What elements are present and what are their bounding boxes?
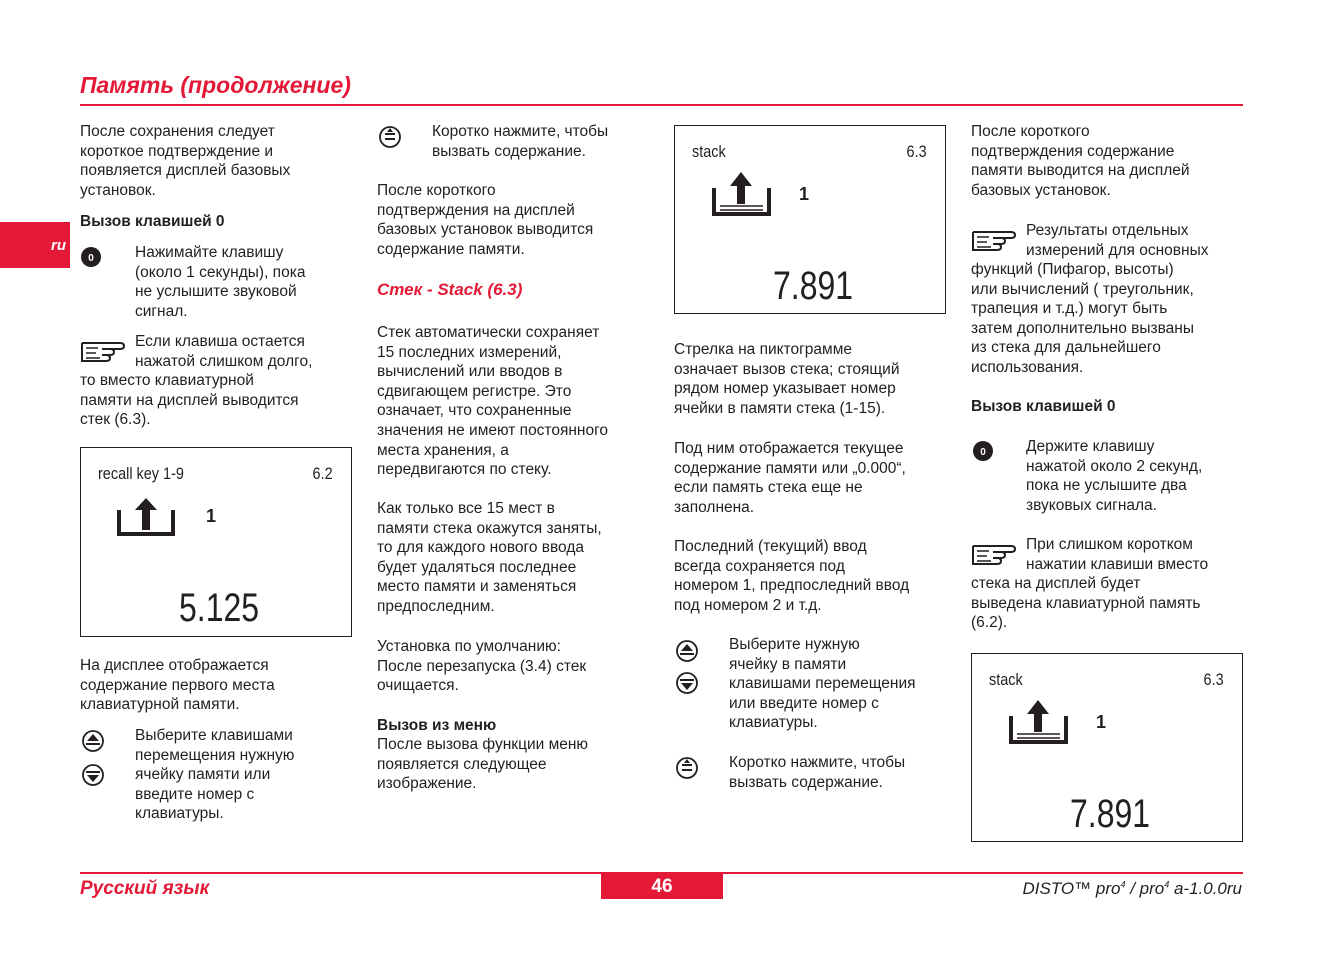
text-line: перемещения нужную: [135, 746, 295, 764]
recall-upload-icon: [117, 496, 177, 538]
stack-upload-icon: [1008, 698, 1070, 746]
text-line: подтверждения на дисплей: [377, 201, 575, 219]
col3-para2: [674, 439, 954, 517]
text-line: из стека для дальнейшего: [971, 339, 1161, 357]
text-line: Выберите клавишами: [135, 727, 293, 744]
page-number: 46: [601, 874, 723, 899]
text-line: пока не услышите два: [1026, 477, 1187, 495]
col3-para3: [674, 537, 954, 615]
svg-text:0: 0: [88, 253, 94, 264]
arrow-down-key-icon: [82, 764, 104, 786]
text-line: номером 1, предпоследний ввод: [674, 577, 910, 595]
text-line: вычислений или вводов в: [377, 363, 563, 381]
language-tab: ru: [0, 222, 70, 268]
text-line: если память стека еще не: [674, 479, 863, 497]
text-line: Как только все 15 мест в: [377, 500, 555, 517]
col2-step1: [432, 122, 652, 161]
product-name-part: / pro: [1125, 879, 1165, 898]
display-value: 7.891: [1070, 792, 1151, 836]
col1-step2: [135, 726, 350, 824]
section-heading-stack: Стек - Stack (6.3): [377, 280, 523, 299]
display-value: 5.125: [179, 586, 260, 630]
text-line: всегда сохраняется под: [674, 557, 845, 575]
text-line: стека на дисплей будет: [971, 575, 1141, 592]
text-line: 15 последних измерений,: [377, 343, 562, 361]
display-label: recall key 1-9: [98, 464, 184, 483]
text-line: нажатой около 2 секунд,: [1026, 457, 1203, 475]
text-line: означает, что сохраненные: [377, 402, 572, 420]
product-superscript: 4: [1164, 879, 1170, 890]
col2-para3: [377, 499, 655, 617]
text-line: Коротко нажмите, чтобы: [432, 123, 609, 140]
text-line: предпоследним.: [377, 597, 495, 615]
text-line: клавиатуры.: [135, 805, 224, 823]
col1-heading: Вызов клавишей 0: [80, 213, 225, 230]
text-line: нажатии клавиши вместо: [1026, 555, 1209, 573]
col3-step2: [729, 753, 949, 792]
product-superscript: 4: [1120, 879, 1126, 890]
display-recall-key: [80, 447, 352, 637]
text-line: то для каждого нового ввода: [377, 539, 584, 557]
text-line: содержание памяти или „0.000“,: [674, 459, 906, 477]
col4-note1-b: [971, 260, 1243, 378]
text-line: под номером 2 и т.д.: [674, 596, 822, 614]
text-line: нажатой слишком долго,: [135, 352, 313, 370]
col4-heading: Вызов клавишей 0: [971, 398, 1116, 415]
text-line: то вместо клавиатурной: [80, 372, 254, 389]
text-line: При слишком коротком: [1026, 536, 1193, 553]
text-line: означает вызов стека; стоящий: [674, 360, 900, 378]
col4-step1: [1026, 437, 1243, 515]
text-line: функций (Пифагор, высоты): [971, 261, 1174, 278]
display-code: 6.2: [312, 464, 333, 483]
text-line: Коротко нажмите, чтобы: [729, 754, 906, 771]
text-line: установок.: [80, 181, 156, 199]
col2-heading: Вызов из меню: [377, 717, 497, 734]
arrow-up-key-icon: [676, 640, 698, 662]
text-line: или вычислений ( треугольник,: [971, 280, 1194, 298]
text-line: памяти на дисплей выводится: [80, 391, 299, 409]
display-label: stack: [989, 670, 1023, 689]
text-line: содержание памяти.: [377, 240, 525, 258]
display-slot: 1: [1096, 712, 1107, 732]
col4-note1-a: [1026, 221, 1243, 260]
footer-language: Русский язык: [80, 878, 210, 899]
text-line: На дисплее отображается: [80, 657, 269, 674]
stack-upload-icon: [711, 170, 773, 218]
text-line: измерений для основных: [1026, 241, 1209, 259]
text-line: выведена клавиатурной память: [971, 594, 1201, 612]
text-line: или введите номер с: [729, 694, 879, 712]
display-value: 7.891: [773, 264, 854, 308]
text-line: места хранения, а: [377, 441, 509, 459]
col4-note2-b: [971, 574, 1243, 633]
pointing-hand-icon: [80, 335, 132, 363]
text-line: стек (6.3).: [80, 411, 151, 429]
text-line: не услышите звуковой: [135, 283, 297, 301]
display-stack-2: [971, 653, 1243, 842]
display-code: 6.3: [1203, 670, 1224, 689]
zero-key-icon: [972, 440, 994, 462]
text-line: заполнена.: [674, 498, 755, 516]
text-line: После вызова функции меню: [377, 736, 589, 753]
text-line: клавиатуры.: [729, 714, 818, 732]
product-version: a-1.0.0ru: [1169, 879, 1242, 898]
product-name: DISTO™ pro: [1022, 879, 1121, 898]
arrow-down-key-icon: [676, 672, 698, 694]
text-line: вызвать содержание.: [729, 773, 883, 791]
text-line: появляется дисплей базовых: [80, 162, 291, 180]
display-slot: 1: [206, 506, 217, 526]
text-line: рядом номер указывает номер: [674, 380, 896, 398]
col2-para2: [377, 323, 655, 480]
text-line: Под ним отображается текущее: [674, 440, 904, 457]
text-line: (6.2).: [971, 614, 1008, 632]
col1-note1-b: [80, 371, 350, 430]
text-line: После короткого: [377, 182, 496, 199]
display-code: 6.3: [906, 142, 927, 161]
text-line: После перезапуска (3.4) стек: [377, 657, 587, 675]
col2-para1: [377, 181, 652, 259]
display-label: stack: [692, 142, 726, 161]
header-rule: [80, 104, 1243, 106]
col1-step1: [135, 243, 350, 321]
col4-para1: [971, 122, 1243, 200]
text-line: введите номер с: [135, 785, 255, 803]
text-line: Нажимайте клавишу: [135, 244, 284, 261]
col1-para2: [80, 656, 350, 715]
col4-note2-a: [1026, 535, 1243, 574]
recall-key-icon: [676, 756, 698, 780]
text-line: значения не имеют постоянного: [377, 421, 609, 439]
text-line: клавиатурной памяти.: [80, 696, 240, 714]
display-stack-1: [674, 125, 946, 314]
page-title: Память (продолжение): [80, 72, 351, 98]
pointing-hand-icon: [971, 224, 1023, 252]
col3-step1: [729, 635, 949, 733]
arrow-up-key-icon: [82, 730, 104, 752]
text-line: Если клавиша остается: [135, 333, 305, 350]
text-line: звуковых сигнала.: [1026, 496, 1157, 514]
text-line: Стрелка на пиктограмме: [674, 341, 852, 358]
text-line: ячейку памяти или: [135, 766, 271, 784]
zero-key-icon: [80, 246, 102, 268]
svg-text:0: 0: [980, 447, 986, 458]
text-line: Последний (текущий) ввод: [674, 538, 867, 555]
text-line: памяти выводится на дисплей: [971, 162, 1190, 180]
col3-para1: [674, 340, 954, 418]
text-line: вызвать содержание.: [432, 142, 586, 160]
text-line: передвигаются по стеку.: [377, 461, 552, 479]
col2-para5: [377, 735, 655, 794]
text-line: трапеция и т.д.) могут быть: [971, 300, 1168, 318]
text-line: Стек автоматически сохраняет: [377, 324, 600, 341]
col2-para4: [377, 637, 655, 696]
pointing-hand-icon: [971, 538, 1023, 566]
text-line: После короткого: [971, 123, 1090, 140]
text-line: сдвигающем регистре. Это: [377, 382, 572, 400]
text-line: изображение.: [377, 775, 477, 793]
text-line: затем дополнительно вызваны: [971, 319, 1194, 337]
text-line: сигнал.: [135, 302, 188, 320]
text-line: После сохранения следует: [80, 123, 275, 140]
text-line: (около 1 секунды), пока: [135, 263, 306, 281]
text-line: содержание первого места: [80, 676, 275, 694]
text-line: Выберите нужную: [729, 636, 860, 653]
text-line: базовых установок.: [971, 181, 1111, 199]
text-line: Держите клавишу: [1026, 438, 1155, 455]
text-line: место памяти и заменяться: [377, 578, 577, 596]
col1-note1-a: [135, 332, 350, 371]
display-slot: 1: [799, 184, 810, 204]
col1-para1: [80, 122, 350, 200]
text-line: подтверждения содержание: [971, 142, 1175, 160]
text-line: клавишами перемещения: [729, 675, 916, 693]
recall-key-icon: [379, 125, 401, 149]
text-line: ячейку в памяти: [729, 655, 847, 673]
text-line: использования.: [971, 358, 1084, 376]
text-line: Результаты отдельных: [1026, 222, 1189, 239]
text-line: появляется следующее: [377, 755, 547, 773]
text-line: Установка по умолчанию:: [377, 638, 561, 655]
text-line: памяти стека окажутся заняты,: [377, 519, 602, 537]
text-line: очищается.: [377, 677, 459, 695]
text-line: базовых установок выводится: [377, 221, 594, 239]
text-line: короткое подтверждение и: [80, 142, 274, 160]
footer-product: [1023, 879, 1242, 899]
text-line: ячейки в памяти стека (1-15).: [674, 399, 886, 417]
text-line: будет удаляться последнее: [377, 558, 577, 576]
